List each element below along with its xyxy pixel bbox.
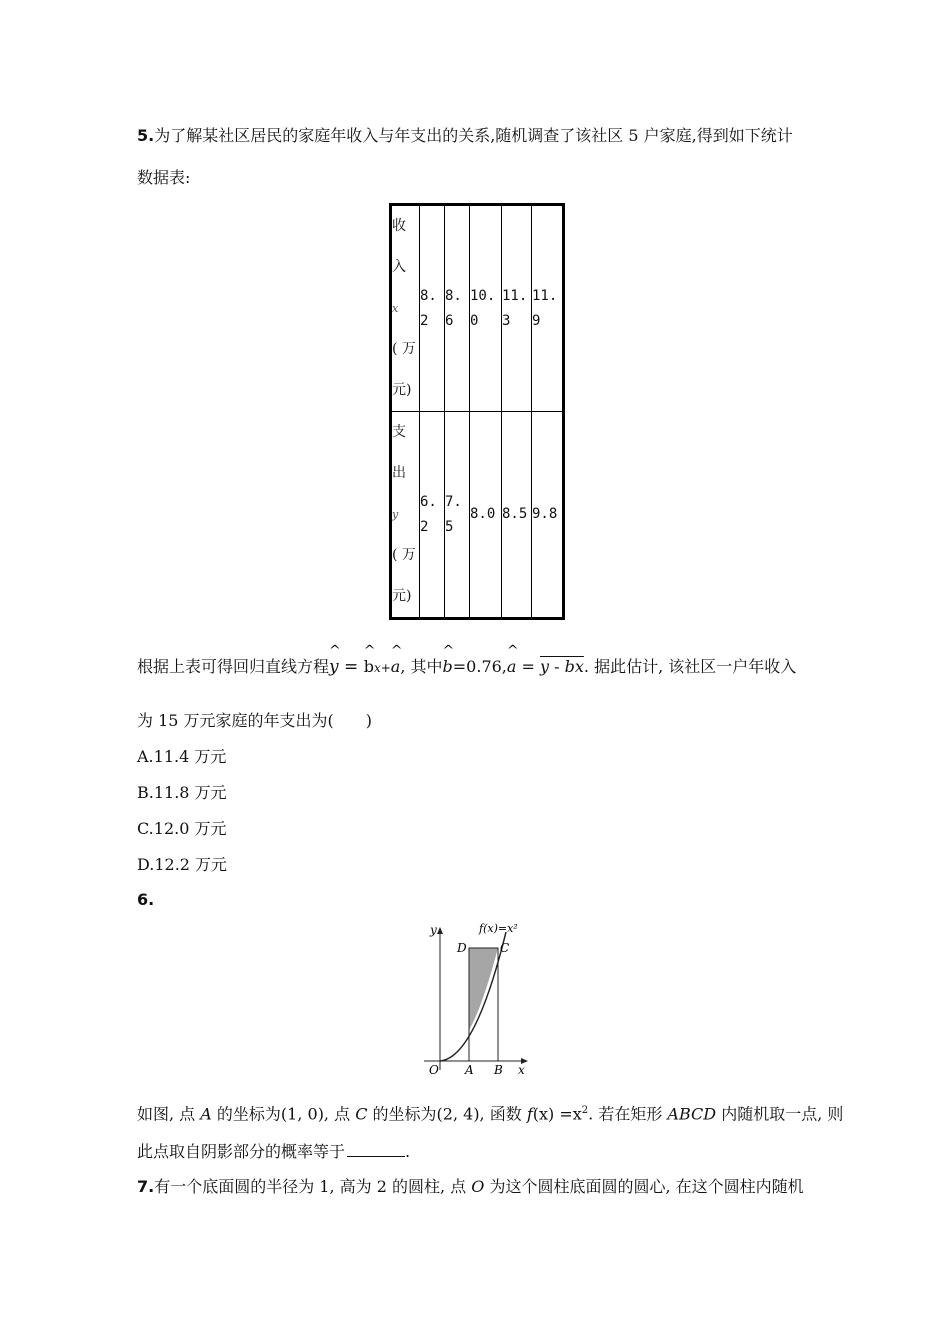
answer-blank — [347, 1142, 405, 1157]
table-cell: 9.8 — [532, 412, 564, 619]
q5-regression-line: 根据上表可得回归直线方程^ y = ^ bx+^ a, 其中^ b=0.76,^ a = y - bx. 据此估计, 该社区一户年收入 — [137, 657, 796, 678]
table-cell: 11. 3 — [502, 205, 532, 412]
a-hat: ^ a — [391, 657, 401, 677]
point-b-label: B — [494, 1063, 503, 1077]
shaded-region — [469, 948, 498, 1030]
option-b: B.11.8 万元 — [137, 783, 227, 802]
point-a-label: A — [465, 1063, 474, 1077]
y-hat: ^ y — [329, 657, 339, 677]
q6-stem-line2: 此点取自阴影部分的概率等于 . — [137, 1142, 411, 1161]
point-c-label: C — [500, 941, 510, 955]
point-d-label: D — [457, 941, 467, 955]
table-row-income — [391, 205, 564, 412]
row-header-income: 收 入 x ( 万 元) — [391, 205, 420, 412]
b-hat: ^ b — [364, 657, 374, 677]
table-cell: 8. 2 — [420, 205, 445, 412]
origin-label: O — [429, 1063, 439, 1077]
q6-stem-line1: 如图, 点 A 的坐标为(1, 0), 点 C 的坐标为(2, 4), 函数 $f(x) =x^2$. 若在矩形 ABCD 内随机取一点, 则 — [137, 1104, 844, 1124]
table-cell: 6. 2 — [420, 412, 445, 619]
y-axis-arrow-icon — [437, 927, 443, 934]
x-axis-label: x — [518, 1063, 525, 1077]
y-axis-label: y — [430, 923, 437, 937]
question-number: 7. — [137, 1177, 155, 1196]
q5-line4: 为 15 万元家庭的年支出为( ) — [137, 711, 373, 730]
row-header-expense: 支 出 y ( 万 元) — [391, 412, 420, 619]
a-formula: y - bx — [540, 657, 584, 676]
table-cell: 8. 6 — [445, 205, 470, 412]
option-a: A.11.4 万元 — [137, 747, 227, 766]
data-table — [389, 203, 565, 620]
table-row-expense — [391, 412, 564, 619]
table-cell: 7. 5 — [445, 412, 470, 619]
table-cell: 8.5 — [502, 412, 532, 619]
q5-stem-text-2: 数据表: — [137, 168, 191, 187]
a-hat-2: ^ a — [507, 657, 517, 677]
function-label: f(x)=x² — [479, 922, 518, 935]
q6-number-line — [137, 890, 154, 910]
question-number: 6. — [137, 890, 155, 909]
option-c: C.12.0 万元 — [137, 819, 227, 838]
q5-stem-line2 — [137, 168, 190, 188]
question-number: 5. — [137, 126, 155, 145]
q5-stem-text-1: 为了解某社区居民的家庭年收入与年支出的关系,随机调查了该社区 5 户家庭,得到如下统计 — [154, 126, 793, 145]
table-cell: 8.0 — [470, 412, 502, 619]
parabola-figure — [420, 918, 535, 1078]
b-hat-2: ^ b — [443, 657, 453, 677]
table-cell: 11. 9 — [532, 205, 564, 412]
q5-stem-line1 — [137, 126, 793, 146]
option-d: D.12.2 万元 — [137, 855, 228, 874]
table-cell: 10. 0 — [470, 205, 502, 412]
q7-stem-line1: 7.有一个底面圆的半径为 1, 高为 2 的圆柱, 点 O 为这个圆柱底面圆的圆心, 在这个圆柱内随机 — [137, 1177, 804, 1196]
